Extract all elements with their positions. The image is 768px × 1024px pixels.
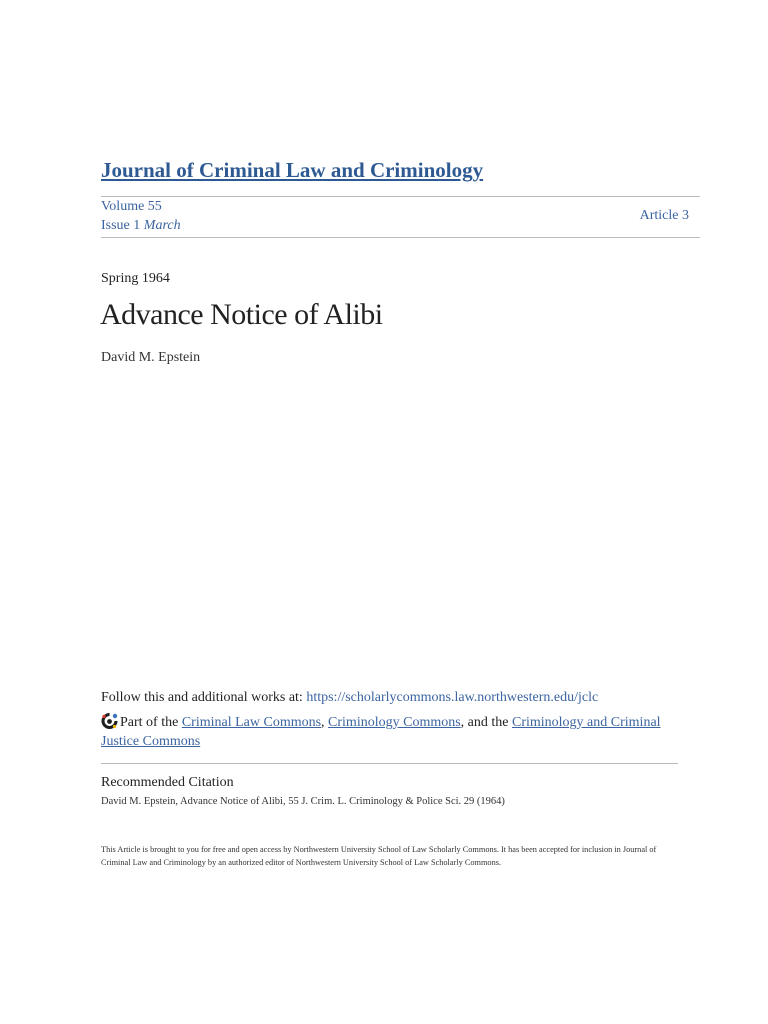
header-divider-bottom bbox=[101, 237, 700, 238]
issue-month: March bbox=[143, 218, 181, 233]
citation-divider bbox=[101, 763, 678, 764]
recommended-citation-text: David M. Epstein, Advance Notice of Alibi, 55 J. Crim. L. Criminology & Police Sci. 29 (1964) bbox=[101, 796, 505, 807]
follow-url-link[interactable]: https://scholarlycommons.law.northwestern.edu/jclc bbox=[306, 690, 599, 705]
part-of-prefix: Part of the bbox=[120, 715, 182, 730]
author-name: David M. Epstein bbox=[101, 350, 201, 365]
recommended-citation-heading: Recommended Citation bbox=[101, 775, 234, 790]
publication-season: Spring 1964 bbox=[101, 271, 170, 286]
criminology-commons-link[interactable]: Criminology Commons bbox=[328, 715, 461, 730]
volume-link[interactable]: Volume 55 bbox=[101, 199, 162, 214]
criminal-law-commons-link[interactable]: Criminal Law Commons bbox=[181, 715, 322, 730]
follow-line bbox=[101, 690, 598, 706]
part-of-line bbox=[101, 713, 691, 751]
open-access-note: This Article is brought to you for free and open access by Northwestern University School of Law Scholarly Commons. It has been accepted for inclusion in Journal of Criminal Law and Criminology by an authorized editor of Northwestern University School of Law Scholarly Commons. bbox=[101, 845, 657, 867]
journal-title-link[interactable]: Journal of Criminal Law and Criminology bbox=[101, 158, 484, 182]
follow-prefix: Follow this and additional works at: bbox=[101, 690, 307, 705]
separator-2: , and the bbox=[460, 715, 512, 730]
header-divider-top bbox=[101, 196, 700, 197]
criminology-criminal-justice-commons-link[interactable]: Criminology and Criminal Justice Commons bbox=[101, 715, 661, 749]
issue-link[interactable]: Issue 1 bbox=[101, 218, 141, 233]
article-link[interactable]: Article 3 bbox=[639, 208, 689, 223]
network-commons-icon bbox=[101, 713, 118, 729]
article-title: Advance Notice of Alibi bbox=[100, 298, 383, 331]
separator-1: , bbox=[321, 715, 329, 730]
issue-line bbox=[101, 218, 181, 234]
